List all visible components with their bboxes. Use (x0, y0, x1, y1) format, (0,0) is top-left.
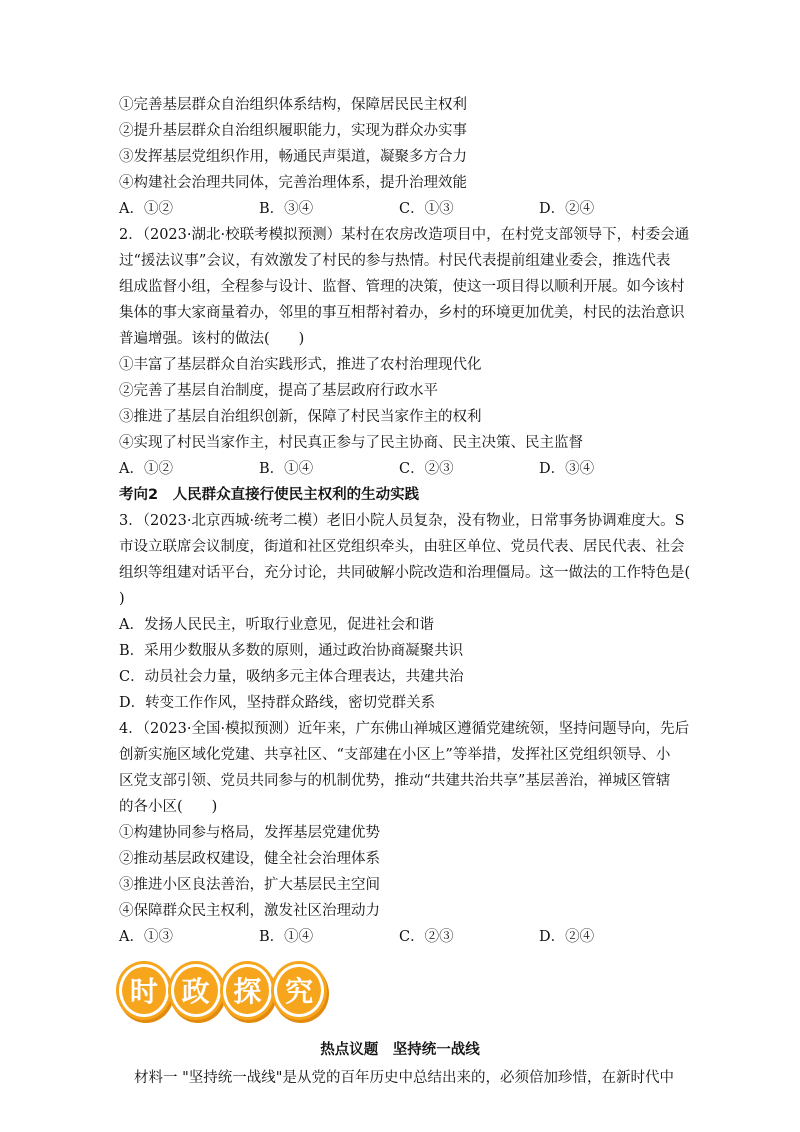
q1-option-4: ④构建社会治理共同体，完善治理体系，提升治理效能 (119, 175, 467, 191)
banner-char: 时 (119, 964, 169, 1017)
q2-choice-b: B．①④ (259, 461, 314, 477)
q1-choice-d: D．②④ (539, 201, 595, 217)
q4-choice-c: C．②③ (399, 929, 454, 945)
q2-option-2: ②完善了基层自治制度，提高了基层政府行政水平 (119, 383, 438, 399)
q2-choice-c: C．②③ (399, 461, 454, 477)
q1-choice-b: B．③④ (259, 201, 314, 217)
q2-stem-line: 过“援法议事”会议，有效激发了村民的参与热情。村民代表提前组建业委会，推选代表 (119, 253, 671, 269)
q2-option-3: ③推进了基层自治组织创新，保障了村民当家作主的权利 (119, 409, 482, 425)
q4-option-4: ④保障群众民主权利，激发社区治理动力 (119, 903, 380, 919)
q3-option-c: C．动员社会力量，吸纳多元主体合理表达，共建共治 (119, 669, 464, 685)
q1-choice-c: C．①③ (399, 201, 454, 217)
section-heading: 考向2 人民群众直接行使民主权利的生动实践 (119, 487, 420, 503)
q3-option-a: A．发扬人民民主，听取行业意见，促进社会和谐 (119, 617, 434, 633)
banner-char: 究 (274, 964, 324, 1017)
q3-option-d: D．转变工作作风，坚持群众路线，密切党群关系 (119, 695, 436, 711)
q3-stem-line: 3．（2023·北京西城·统考二模）老旧小院人员复杂，没有物业，日常事务协调难度大。S (119, 513, 685, 529)
current-affairs-banner (119, 955, 324, 1025)
banner-char: 政 (171, 964, 221, 1017)
q3-option-b: B．采用少数服从多数的原则，通过政治协商凝聚共识 (119, 643, 464, 659)
q4-stem-line: 的各小区( ) (119, 799, 218, 815)
q3-stem-line: ) (119, 591, 125, 607)
q2-stem-line: 组成监督小组，全程参与设计、监督、管理的决策，使这一项目得以顺利开展。如今该村 (119, 279, 685, 295)
q2-stem-line: 集体的事大家商量着办，邻里的事互相帮衬着办，乡村的环境更加优美，村民的法治意识 (119, 305, 685, 321)
q2-choice-a: A．①② (119, 461, 173, 477)
q1-option-2: ②提升基层群众自治组织履职能力，实现为群众办实事 (119, 123, 467, 139)
q4-option-3: ③推进小区良法善治，扩大基层民主空间 (119, 877, 380, 893)
material-line: 材料一 "坚持统一战线"是从党的百年历史中总结出来的，必须倍加珍惜，在新时代中 (105, 1070, 674, 1086)
q4-stem-line: 区党支部引领、党员共同参与的机制优势，推动“共建共治共享”基层善治，禅城区管辖 (119, 773, 671, 789)
q1-choice-a: A．①② (119, 201, 173, 217)
q2-choice-d: D．③④ (539, 461, 595, 477)
q2-option-4: ④实现了村民当家作主，村民真正参与了民主协商、民主决策、民主监督 (119, 435, 583, 451)
q4-choice-d: D．②④ (539, 929, 595, 945)
q2-option-1: ①丰富了基层群众自治实践形式，推进了农村治理现代化 (119, 357, 482, 373)
q4-choice-b: B．①④ (259, 929, 314, 945)
q1-option-3: ③发挥基层党组织作用，畅通民声渠道，凝聚多方合力 (119, 149, 467, 165)
q2-stem-line: 2．（2023·湖北·校联考模拟预测）某村在农房改造项目中，在村党支部领导下，村委会通 (119, 227, 690, 243)
q4-stem-line: 4．（2023·全国·模拟预测）近年来，广东佛山禅城区遵循党建统领，坚持问题导向，先后 (119, 721, 690, 737)
q4-choice-a: A．①③ (119, 929, 173, 945)
hot-topic-title: 热点议题 坚持统一战线 (320, 1042, 480, 1058)
q4-option-1: ①构建协同参与格局，发挥基层党建优势 (119, 825, 380, 841)
q1-option-1: ①完善基层群众自治组织体系结构，保障居民民主权利 (119, 97, 467, 113)
q3-stem-line: 组织等组建对话平台，充分讨论，共同破解小院改造和治理僵局。这一做法的工作特色是( (119, 565, 691, 581)
q3-stem-line: 市设立联席会议制度，街道和社区党组织牵头，由驻区单位、党员代表、居民代表、社会 (119, 539, 685, 555)
q4-option-2: ②推动基层政权建设，健全社会治理体系 (119, 851, 380, 867)
q4-stem-line: 创新实施区域化党建、共享社区、“支部建在小区上”等举措，发挥社区党组织领导、小 (119, 747, 671, 763)
banner-char: 探 (223, 964, 273, 1017)
q2-stem-line: 普遍增强。该村的做法( ) (119, 331, 305, 347)
